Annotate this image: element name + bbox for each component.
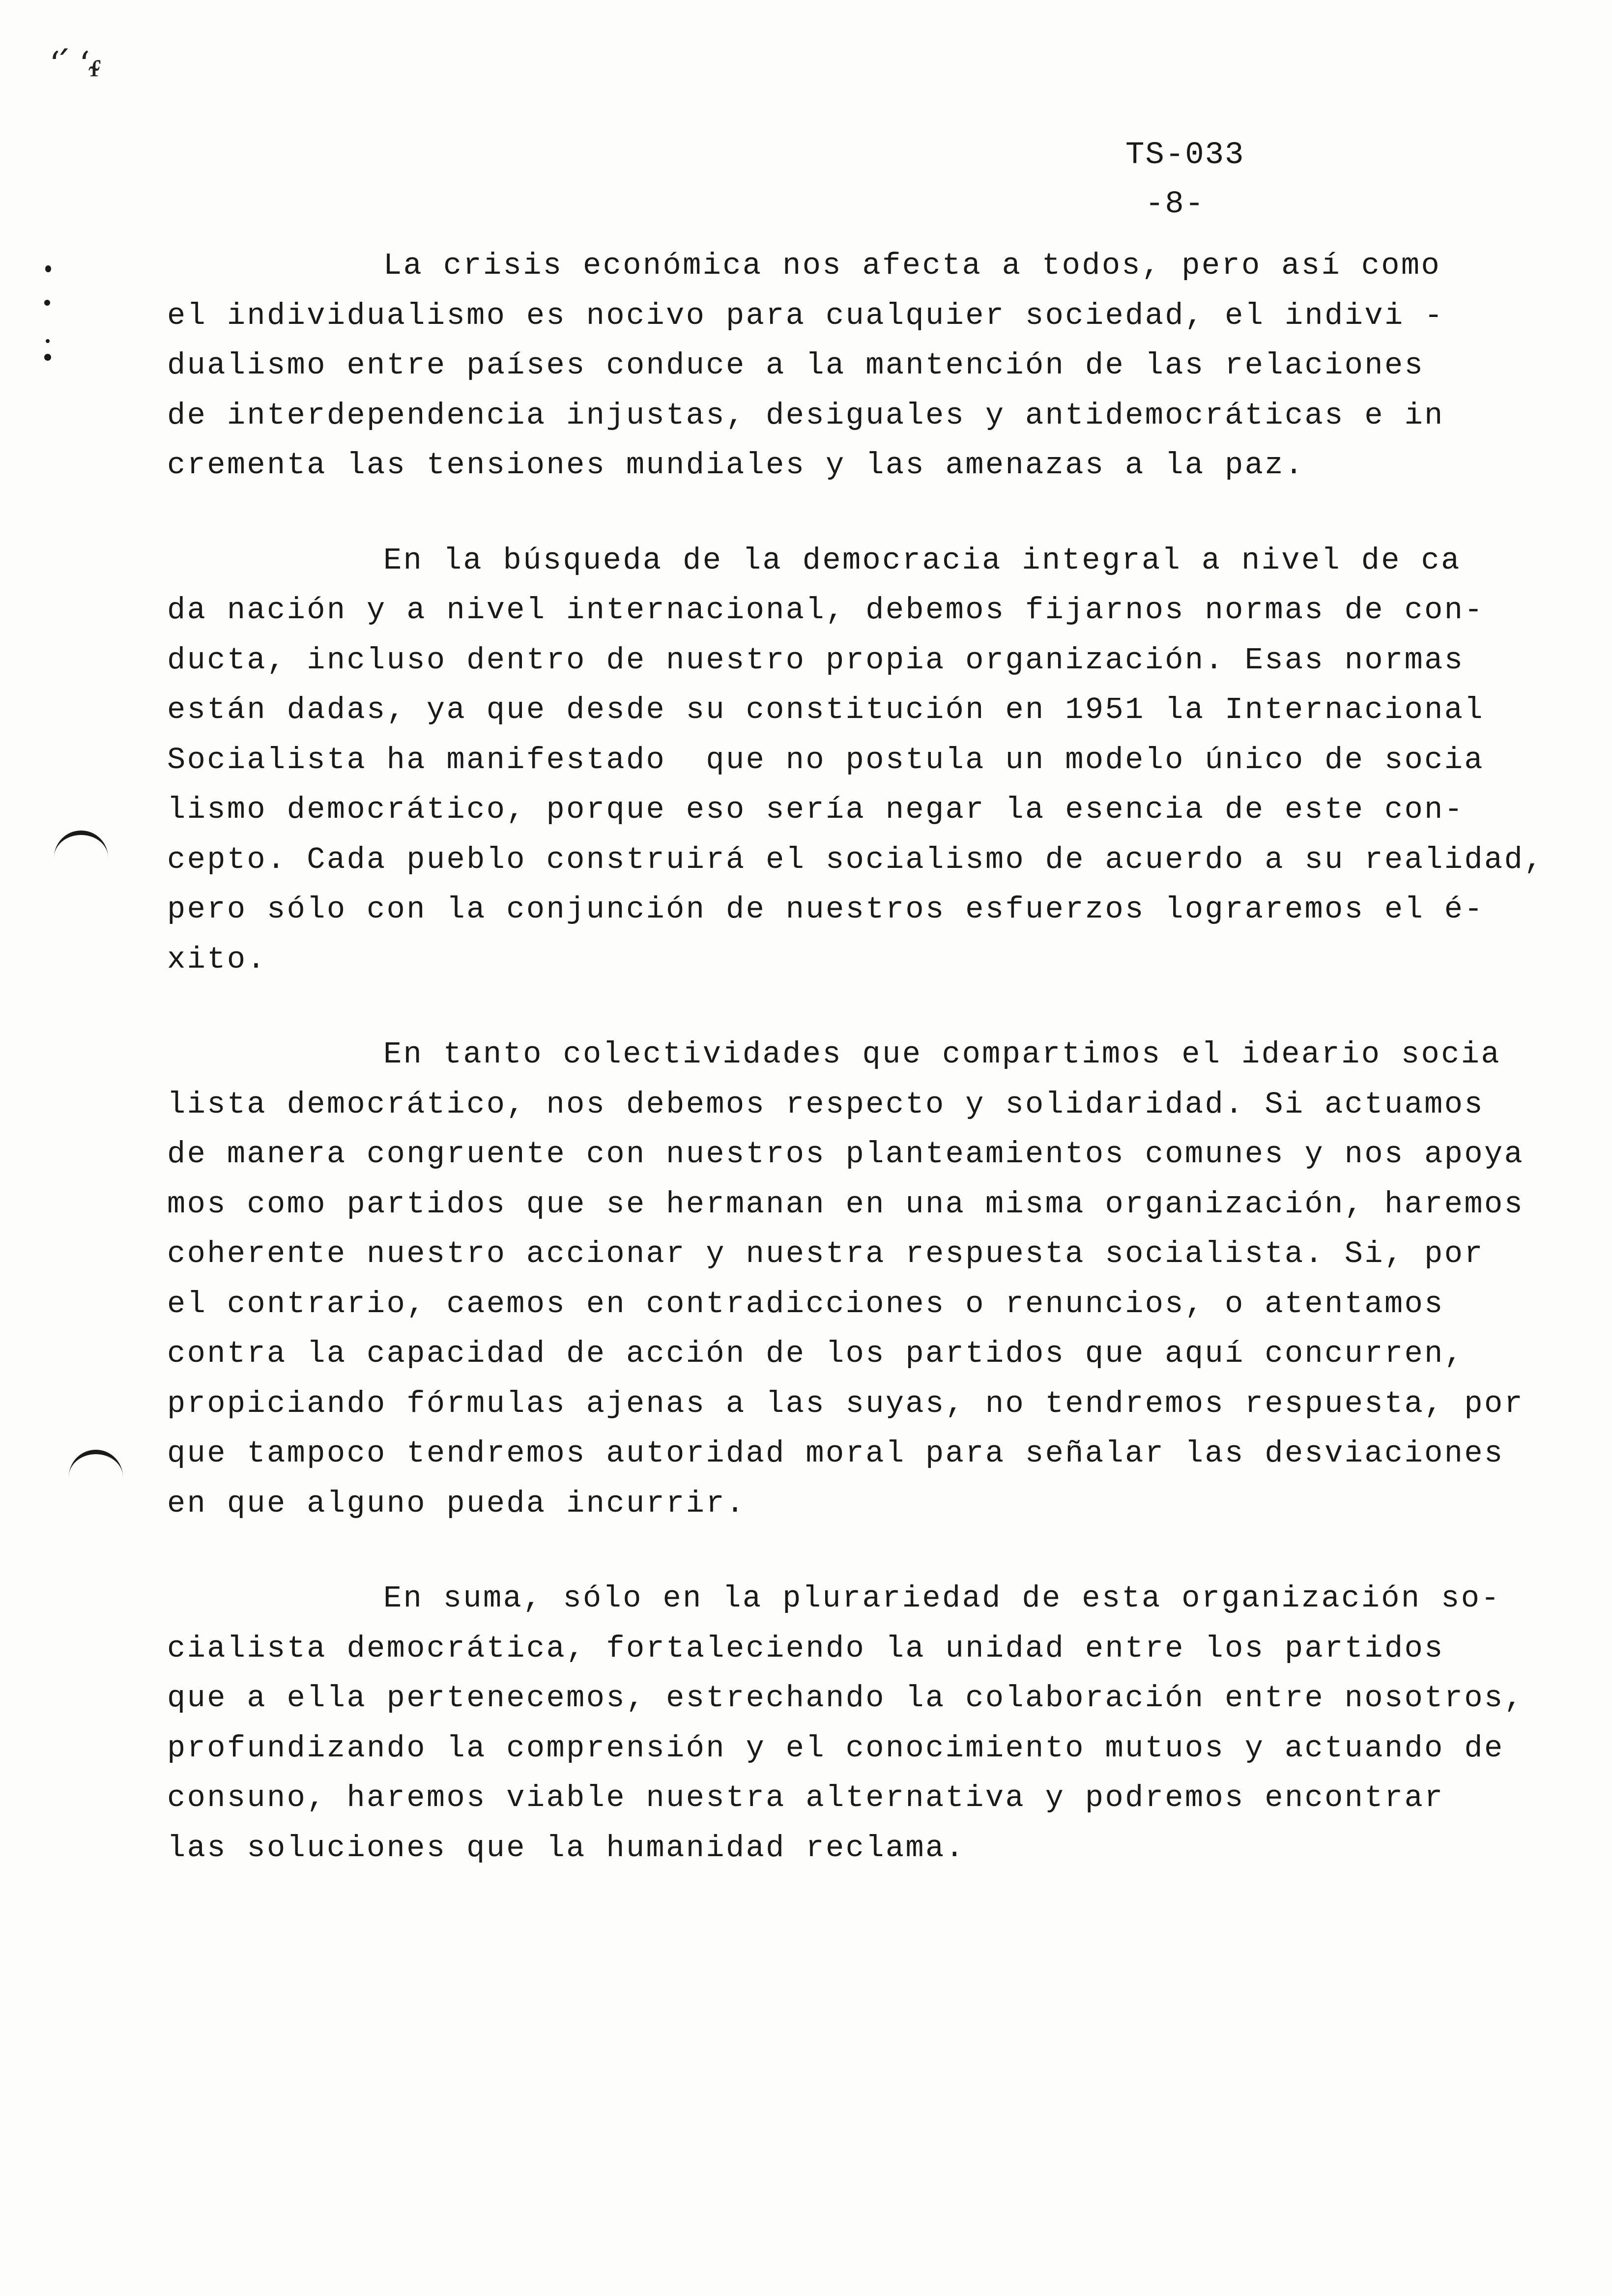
text-line: están dadas, ya que desde su constitución en 1951 la Internacional [167, 692, 1484, 727]
text-line: de interdependencia injustas, desiguales y antidemocráticas e in [167, 398, 1444, 433]
paragraph [167, 1574, 1524, 1873]
text-line: cepto. Cada pueblo construirá el socialismo de acuerdo a su realidad, [167, 842, 1544, 877]
text-line: de manera congruente con nuestros planteamientos comunes y nos apoya [167, 1137, 1525, 1172]
text-line: lismo democrático, porque eso sería negar la esencia de este con- [167, 792, 1465, 827]
text-line: propiciando fórmulas ajenas a las suyas, no tendremos respuesta, por [167, 1386, 1525, 1421]
body-text [167, 241, 1544, 1918]
text-line: En tanto colectividades que compartimos el ideario socia [383, 1037, 1501, 1072]
punch-hole-mark [54, 831, 108, 864]
text-line: mos como partidos que se hermanan en una misma organización, haremos [167, 1186, 1525, 1222]
text-line: Socialista ha manifestado que no postula un modelo único de socia [167, 742, 1484, 777]
text-line: La crisis económica nos afecta a todos, pero así como [383, 248, 1441, 283]
text-line: xito. [167, 942, 267, 977]
text-line: lista democrático, nos debemos respecto y solidaridad. Si actuamos [167, 1087, 1484, 1122]
text-line: En la búsqueda de la democracia integral a nivel de ca [383, 543, 1461, 578]
text-line: el individualismo es nocivo para cualquier sociedad, el indivi - [167, 298, 1444, 333]
margin-speck [44, 300, 50, 306]
text-line: consuno, haremos viable nuestra alternativa y podremos encontrar [167, 1780, 1444, 1815]
text-line: En suma, sólo en la plurariedad de esta organización so- [383, 1581, 1501, 1616]
text-line: el contrario, caemos en contradicciones o renuncios, o atentamos [167, 1286, 1444, 1321]
text-line: da nación y a nivel internacional, debemos fijarnos normas de con- [167, 593, 1484, 628]
paragraph [167, 1030, 1524, 1528]
text-line: las soluciones que la humanidad reclama. [167, 1830, 966, 1866]
punch-hole-mark [69, 1450, 123, 1484]
text-line: pero sólo con la conjunción de nuestros esfuerzos lograremos el é- [167, 892, 1484, 927]
text-line: contra la capacidad de acción de los partidos que aquí concurren, [167, 1336, 1465, 1371]
text-line: en que alguno pueda incurrir. [167, 1486, 746, 1521]
corner-scribble: ʻ՛ ʻᵳ [49, 44, 102, 85]
text-line: dualismo entre países conduce a la mantención de las relaciones [167, 348, 1425, 383]
margin-speck [45, 265, 51, 272]
document-id: TS-033 [1125, 138, 1245, 173]
text-line: ducta, incluso dentro de nuestro propia organización. Esas normas [167, 642, 1465, 678]
text-line: que tampoco tendremos autoridad moral para señalar las desviaciones [167, 1436, 1504, 1471]
margin-speck [44, 354, 51, 361]
page-number: -8- [1145, 187, 1205, 222]
text-line: coherente nuestro accionar y nuestra respuesta socialista. Si, por [167, 1236, 1484, 1271]
paragraph [167, 241, 1524, 490]
text-line: cialista democrática, fortaleciendo la unidad entre los partidos [167, 1631, 1444, 1666]
margin-speck [46, 339, 50, 343]
text-line: crementa las tensiones mundiales y las amenazas a la paz. [167, 448, 1305, 483]
text-line: que a ella pertenecemos, estrechando la colaboración entre nosotros, [167, 1681, 1525, 1716]
text-line: profundizando la comprensión y el conocimiento mutuos y actuando de [167, 1730, 1504, 1766]
paragraph [167, 536, 1544, 985]
